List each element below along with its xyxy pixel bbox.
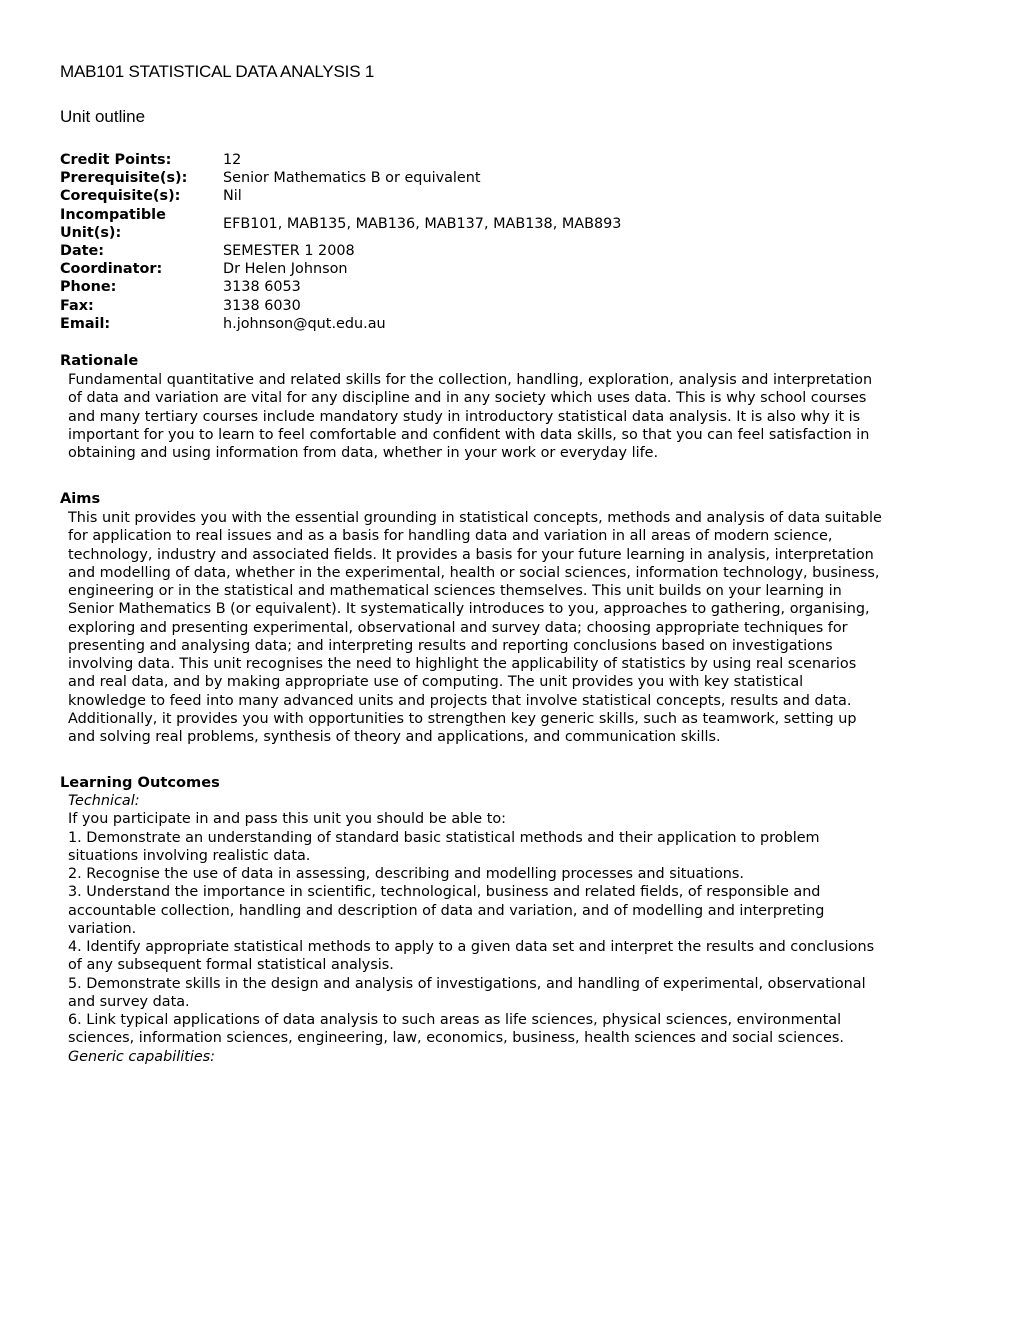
info-row-credit-points (60, 151, 860, 169)
info-label: Date: (60, 243, 105, 259)
info-value: Senior Mathematics B or equivalent (223, 170, 481, 187)
document-title: MAB101 STATISTICAL DATA ANALYSIS 1 (60, 62, 375, 81)
info-row-prerequisites (60, 169, 860, 187)
aims-text: This unit provides you with the essential grounding in statistical concepts, methods and analysis of data suitable for application to real issues and as a basis for handling data and variation in all areas of modern science, technology, industry and associated fields. It provides a basis for your future learning in analysis, interpretation and modelling of data, whether in the experimental, health or social sciences, information technology, business, engineering or in the statistical and mathematical sciences themselves. This unit builds on your learning in Senior Mathematics B (or equivalent). It systematically introduces to you, approaches to gathering, organising, exploring and presenting experimental, observational and survey data; choosing appropriate techniques for presenting and analysing data; and interpreting results and reporting conclusions based on investigations involving data. This unit recognises the need to highlight the applicability of statistics by using real scenarios and real data, and by making appropriate use of computing. The unit provides you with key statistical knowledge to feed into many advanced units and projects that involve statistical concepts, results and data. Additionally, it provides you with opportunities to strengthen key generic skills, such as teamwork, setting up and solving real problems, synthesis of theory and applications, and communication skills. (68, 510, 882, 745)
learning-outcomes-heading: Learning Outcomes (60, 774, 220, 791)
info-value: h.johnson@qut.edu.au (223, 315, 386, 332)
outcomes-intro: If you participate in and pass this unit you should be able to: (68, 811, 507, 828)
rationale-heading: Rationale (60, 352, 139, 369)
info-label: Prerequisite(s): (60, 170, 188, 187)
info-value: Dr Helen Johnson (223, 261, 348, 278)
outcome-item: 2. Recognise the use of data in assessing, describing and modelling processes and situations. (68, 866, 744, 882)
info-label: Credit Points: (60, 152, 172, 168)
info-row-phone (60, 278, 860, 296)
generic-capabilities-label: Generic capabilities: (68, 1048, 216, 1065)
info-value: EFB101, MAB135, MAB136, MAB137, MAB138, MAB893 (223, 215, 622, 232)
info-value: Nil (223, 188, 242, 205)
outcome-item: 3. Understand the importance in scientific, technological, business and related fields, of responsible and accountable collection, handling and description of data and variation, and of modelling and interpreting variation. (68, 884, 825, 937)
info-row-date (60, 242, 860, 260)
info-value: SEMESTER 1 2008 (223, 243, 355, 259)
info-label: Incompatible Unit(s): (60, 206, 166, 241)
unit-info-table (60, 151, 860, 333)
info-row-fax (60, 297, 860, 315)
rationale-text: Fundamental quantitative and related skills for the collection, handling, exploration, analysis and interpretation of data and variation are vital for any discipline and in any society which uses data. This is why school courses and many tertiary courses include mandatory study in introductory statistical data analysis. It is also why it is important for you to learn to feel comfortable and confident with data skills, so that you can feel satisfaction in obtaining and using information from data, whether in your work or everyday life. (68, 372, 873, 461)
info-row-email (60, 315, 860, 333)
learning-outcomes-body (68, 792, 883, 1066)
document-subtitle: Unit outline (60, 107, 146, 126)
info-label: Corequisite(s): (60, 188, 181, 205)
info-label: Coordinator: (60, 261, 163, 278)
outcome-item: 6. Link typical applications of data analysis to such areas as life sciences, physical sciences, environmental sciences, information sciences, engineering, law, economics, business, health sciences and social sciences. (68, 1012, 844, 1047)
rationale-body (68, 371, 883, 462)
info-value: 3138 6053 (223, 279, 301, 296)
outcome-item: 5. Demonstrate skills in the design and analysis of investigations, and handling of experimental, observational and survey data. (68, 975, 866, 1010)
outcome-item: 4. Identify appropriate statistical methods to apply to a given data set and interpret the results and conclusions of any subsequent formal statistical analysis. (68, 939, 875, 974)
outcome-item: 1. Demonstrate an understanding of standard basic statistical methods and their application to problem situations involving realistic data. (68, 829, 820, 864)
info-row-corequisites (60, 187, 860, 205)
info-row-incompatible (60, 206, 860, 242)
aims-heading: Aims (60, 490, 101, 507)
info-value: 12 (223, 152, 242, 168)
info-label: Fax: (60, 297, 94, 314)
info-label: Email: (60, 315, 111, 332)
technical-label: Technical: (68, 793, 140, 809)
info-value: 3138 6030 (223, 297, 301, 314)
aims-body (68, 509, 883, 746)
info-label: Phone: (60, 279, 117, 296)
info-row-coordinator (60, 260, 860, 278)
